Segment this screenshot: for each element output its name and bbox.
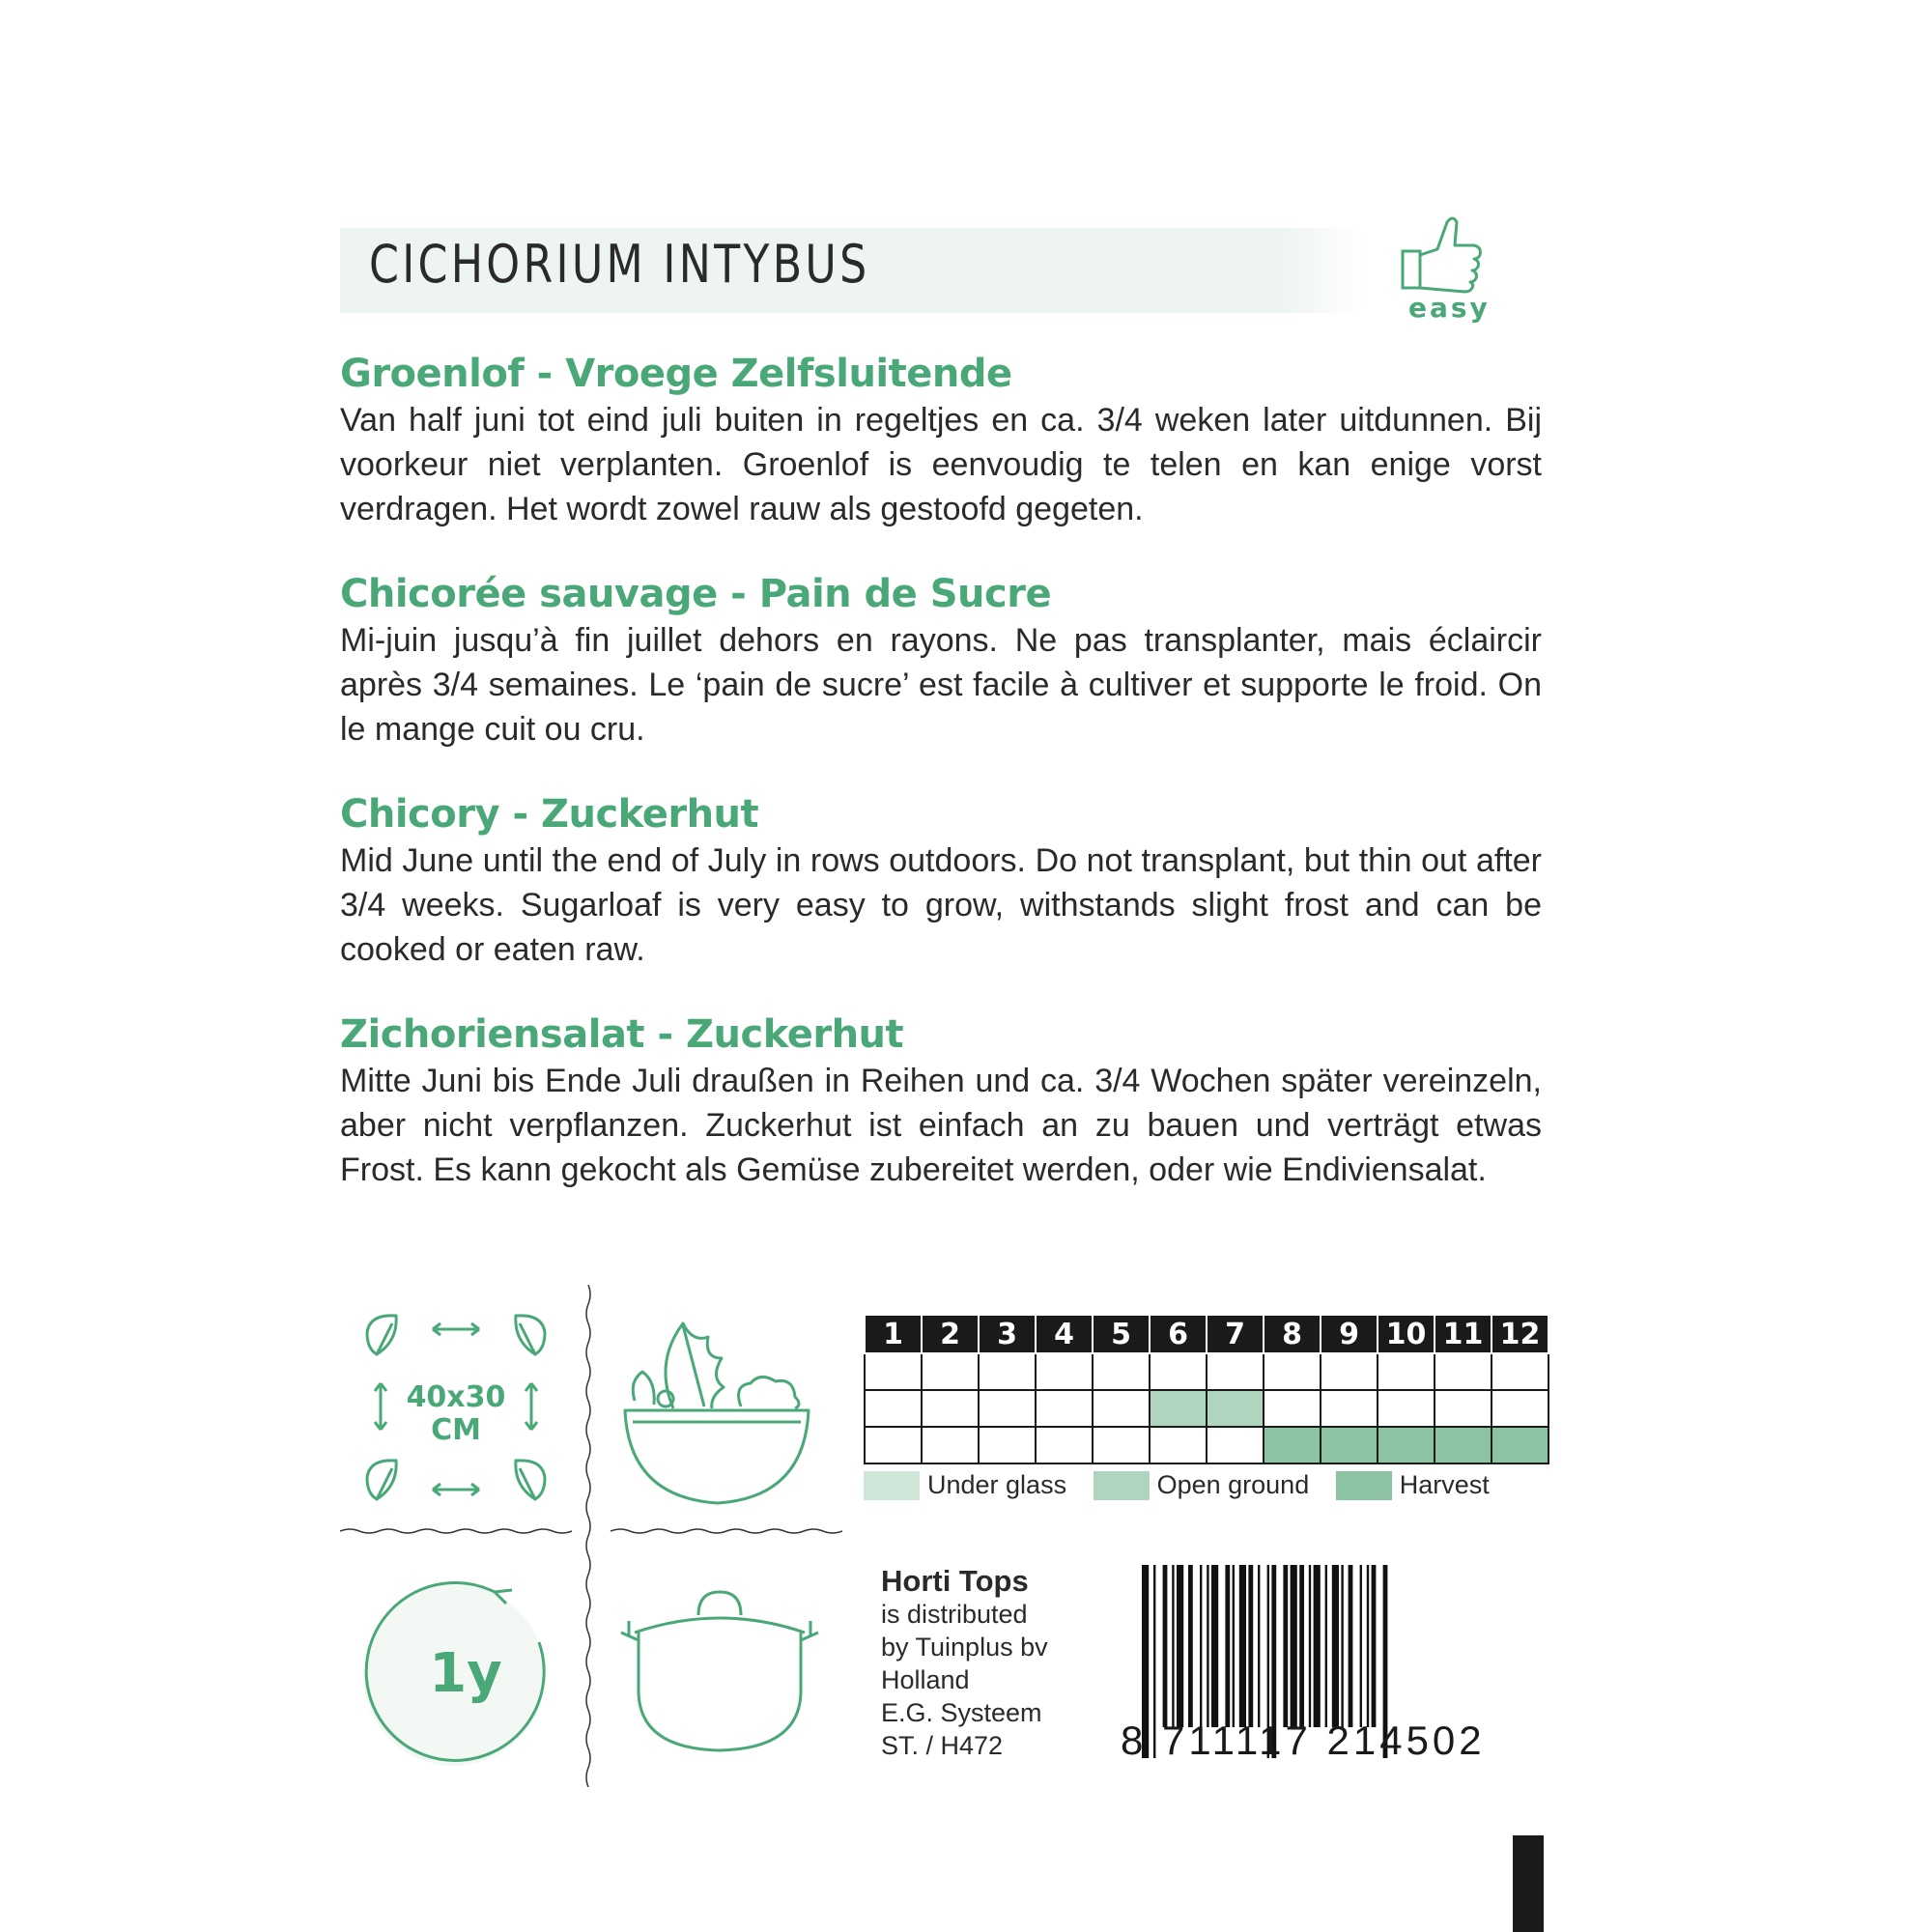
- calendar-cell: [1264, 1427, 1321, 1463]
- spacing-dimension: 40x30: [406, 1380, 506, 1414]
- legend-label: Open ground: [1156, 1470, 1310, 1499]
- cooking-pot-icon: [615, 1565, 828, 1777]
- title-bar: [340, 228, 1364, 313]
- calendar-cell: [1207, 1353, 1264, 1390]
- legend-swatch: [864, 1471, 920, 1500]
- calendar-cell: [1036, 1390, 1093, 1427]
- month-header: 3: [979, 1315, 1036, 1353]
- month-header: 11: [1435, 1315, 1492, 1353]
- barcode-bar: [1207, 1565, 1208, 1727]
- calendar-cell: [1207, 1390, 1264, 1427]
- easy-label: easy: [1408, 292, 1491, 324]
- barcode-number: 8 711117 214502: [1121, 1718, 1486, 1763]
- section-body: Mid June until the end of July in rows outdoors. Do not transplant, but thin out after 3/4 weeks. Sugarloaf is very easy to grow, withstands slight frost and can be cooked or eaten raw.: [340, 842, 1542, 968]
- calendar-cell: [1036, 1353, 1093, 1390]
- month-header: 5: [1093, 1315, 1150, 1353]
- distributor-line: is distributed: [881, 1600, 1028, 1629]
- barcode-bar: [1314, 1565, 1321, 1727]
- calendar-cell: [1378, 1353, 1435, 1390]
- calendar-cell: [1093, 1390, 1150, 1427]
- calendar-cell: [1093, 1427, 1150, 1463]
- distributor-info: [881, 1565, 1048, 1762]
- calendar-cell: [1264, 1390, 1321, 1427]
- divider-vertical: [583, 1285, 593, 1787]
- icon-grid: [340, 1285, 842, 1787]
- barcode-bar: [1258, 1565, 1260, 1727]
- section-body: Mitte Juni bis Ende Juli draußen in Reihen und ca. 3/4 Wochen später vereinzeln, aber nicht verpflanzen. Zuckerhut ist einfach an zu bauen und verträgt etwas Frost. Es kann gekocht als Gemüse zubereitet werden, oder wie Endiviensalat.: [340, 1063, 1542, 1188]
- distributor-brand: Horti Tops: [881, 1564, 1029, 1598]
- calendar-cell: [1093, 1353, 1150, 1390]
- calendar-cell: [865, 1353, 922, 1390]
- distributor-line: by Tuinplus bv: [881, 1633, 1048, 1662]
- calendar-row-harvest: [865, 1427, 1548, 1463]
- month-header: 8: [1264, 1315, 1321, 1353]
- barcode-bar: [1341, 1565, 1343, 1727]
- legend-label: Harvest: [1399, 1470, 1490, 1499]
- legend-swatch: [1094, 1471, 1150, 1500]
- salad-bowl-icon: [615, 1304, 828, 1517]
- calendar-cell: [979, 1353, 1036, 1390]
- calendar-cell: [922, 1353, 979, 1390]
- barcode-bar: [1367, 1565, 1369, 1727]
- section-dutch: [340, 350, 1542, 531]
- legend-swatch: [1336, 1471, 1392, 1500]
- section-french: [340, 570, 1542, 752]
- calendar-header-row: [865, 1315, 1548, 1353]
- calendar-cell: [1435, 1353, 1492, 1390]
- month-header: 4: [1036, 1315, 1093, 1353]
- calendar-cell: [1036, 1427, 1093, 1463]
- barcode-bar: [1372, 1565, 1377, 1727]
- divider-horizontal: [340, 1526, 842, 1536]
- section-heading: Zichoriensalat - Zuckerhut: [340, 1012, 904, 1057]
- calendar-cell: [1321, 1353, 1378, 1390]
- calendar-cell: [1264, 1353, 1321, 1390]
- calendar-row-under-glass: [865, 1353, 1548, 1390]
- easy-badge: [1391, 211, 1497, 327]
- barcode-bar: [1332, 1565, 1339, 1727]
- barcode-bar: [1248, 1565, 1253, 1727]
- barcode-bar: [1239, 1565, 1246, 1727]
- month-header: 2: [922, 1315, 979, 1353]
- calendar-cell: [865, 1390, 922, 1427]
- calendar-table: [864, 1314, 1549, 1464]
- month-header: 9: [1321, 1315, 1378, 1353]
- calendar-row-open-ground: [865, 1390, 1548, 1427]
- barcode-bar: [1163, 1565, 1168, 1727]
- month-header: 7: [1207, 1315, 1264, 1353]
- legend-item-under-glass: [864, 1470, 1066, 1500]
- calendar-cell: [1150, 1353, 1207, 1390]
- sowing-calendar: [864, 1314, 1549, 1464]
- barcode-bar: [1177, 1565, 1183, 1727]
- calendar-cell: [1207, 1427, 1264, 1463]
- distributor-line: E.G. Systeem: [881, 1698, 1042, 1727]
- thumbs-up-icon: [1391, 211, 1488, 298]
- barcode-bar: [1225, 1565, 1230, 1727]
- barcode-bar: [1200, 1565, 1202, 1727]
- lifecycle-label: 1y: [429, 1642, 502, 1705]
- section-heading: Chicory - Zuckerhut: [340, 792, 759, 837]
- calendar-cell: [1321, 1390, 1378, 1427]
- legend-item-open-ground: [1094, 1470, 1310, 1500]
- distributor-line: ST. / H472: [881, 1731, 1004, 1760]
- calendar-cell: [1378, 1427, 1435, 1463]
- section-heading: Groenlof - Vroege Zelfsluitende: [340, 352, 1012, 396]
- calendar-cell: [1492, 1427, 1548, 1463]
- month-header: 12: [1492, 1315, 1548, 1353]
- calendar-cell: [1378, 1390, 1435, 1427]
- barcode-bar: [1211, 1565, 1218, 1727]
- calendar-cell: [922, 1390, 979, 1427]
- section-body: Van half juni tot eind juli buiten in regeltjes en ca. 3/4 weken later uitdunnen. Bij voorkeur niet verplanten. Groenlof is eenvoudig te telen en kan enige vorst verdragen. Het wordt zowel rauw als gestoofd gegeten.: [340, 402, 1542, 527]
- section-english: [340, 790, 1542, 972]
- section-german: [340, 1010, 1542, 1192]
- barcode-bar: [1360, 1565, 1362, 1727]
- species-title: CICHORIUM INTYBUS: [369, 234, 870, 295]
- barcode-bar: [1309, 1565, 1311, 1727]
- legend-item-harvest: [1336, 1470, 1490, 1500]
- section-body: Mi-juin jusqu’à fin juillet dehors en rayons. Ne pas transplanter, mais éclaircir après 3/4 semaines. Le ‘pain de sucre’ est facile à cultiver et supporte le froid. On le mange cuit ou cru.: [340, 622, 1542, 748]
- calendar-cell: [922, 1427, 979, 1463]
- black-tab-marker: [1513, 1835, 1544, 1932]
- calendar-legend: [864, 1470, 1509, 1507]
- month-header: 6: [1150, 1315, 1207, 1353]
- calendar-cell: [1435, 1390, 1492, 1427]
- legend-label: Under glass: [927, 1470, 1067, 1499]
- barcode-bar: [1283, 1565, 1288, 1727]
- calendar-cell: [1321, 1427, 1378, 1463]
- spacing-label: [398, 1381, 514, 1447]
- spacing-unit: CM: [431, 1413, 481, 1447]
- calendar-cell: [979, 1427, 1036, 1463]
- barcode-bar: [1299, 1565, 1304, 1727]
- calendar-cell: [1150, 1390, 1207, 1427]
- barcode-bar: [1325, 1565, 1327, 1727]
- distributor-line: Holland: [881, 1665, 970, 1694]
- barcode-bar: [1188, 1565, 1193, 1727]
- barcode-bar: [1172, 1565, 1174, 1727]
- calendar-cell: [1150, 1427, 1207, 1463]
- calendar-cell: [865, 1427, 922, 1463]
- calendar-cell: [1492, 1353, 1548, 1390]
- calendar-cell: [1492, 1390, 1548, 1427]
- month-header: 1: [865, 1315, 922, 1353]
- month-header: 10: [1378, 1315, 1435, 1353]
- calendar-cell: [1435, 1427, 1492, 1463]
- barcode-bar: [1233, 1565, 1235, 1727]
- calendar-cell: [979, 1390, 1036, 1427]
- barcode-bar: [1291, 1565, 1297, 1727]
- barcode-bar: [1349, 1565, 1353, 1727]
- section-heading: Chicorée sauvage - Pain de Sucre: [340, 572, 1052, 616]
